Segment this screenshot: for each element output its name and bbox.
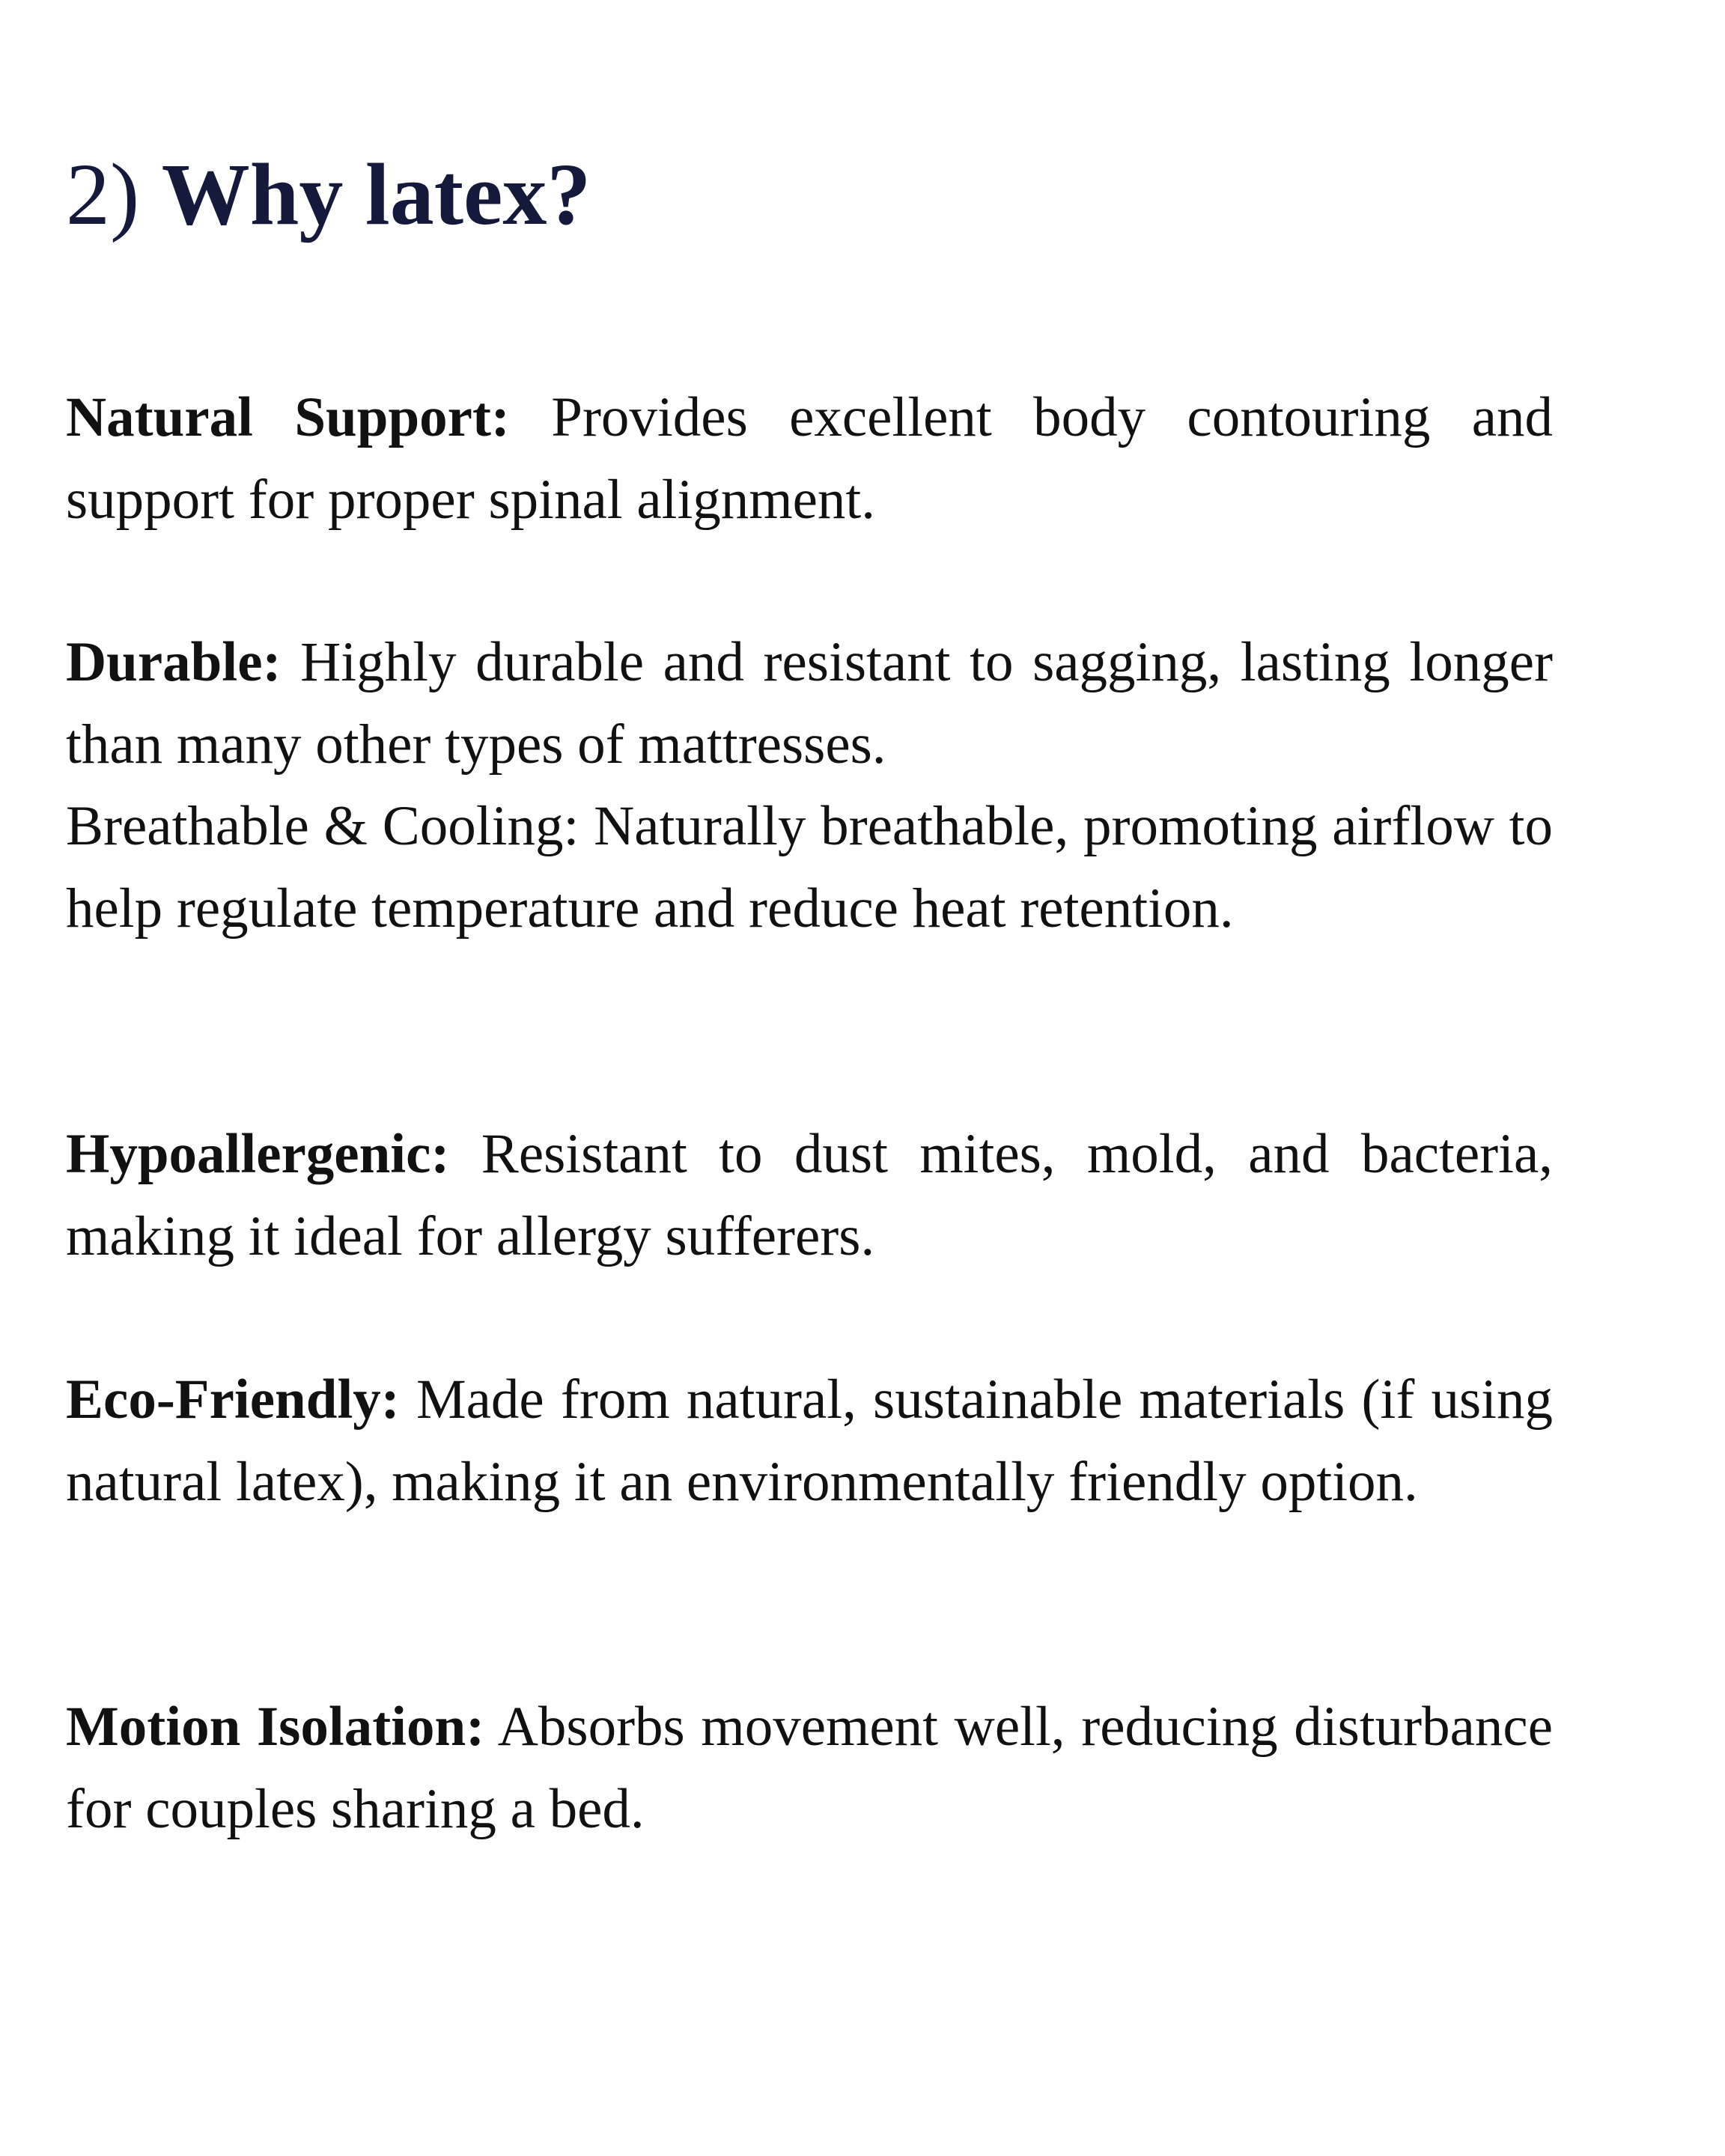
section-number: 2) <box>66 145 140 243</box>
eco-friendly-text: Made from natural, sustainable materials (if using natural latex), making it an environmentally friendly option. <box>66 1368 1553 1513</box>
paragraph-hypoallergenic <box>66 1113 1553 1278</box>
document-page <box>66 0 1553 2156</box>
natural-support-text: Provides excellent body contouring and support for proper spinal alignment. <box>66 386 1553 531</box>
durable-label: Durable: <box>66 631 282 693</box>
eco-friendly-label: Eco-Friendly: <box>66 1368 400 1431</box>
hypoallergenic-text: Resistant to dust mites, mold, and bacteria, making it ideal for allergy sufferers. <box>66 1123 1553 1267</box>
durable-text: Highly durable and resistant to sagging, lasting longer than many other types of mattresses. <box>66 631 1553 776</box>
paragraph-breathable-cooling <box>66 785 1553 950</box>
paragraph-durable <box>66 621 1553 786</box>
breathable-label: Breathable & Cooling: <box>66 795 579 857</box>
hypoallergenic-label: Hypoallergenic: <box>66 1123 450 1185</box>
section-title: Why latex? <box>161 145 591 243</box>
paragraph-eco-friendly <box>66 1359 1553 1523</box>
paragraph-natural-support <box>66 377 1553 541</box>
natural-support-label: Natural Support: <box>66 386 510 448</box>
breathable-text: Naturally breathable, promoting airflow to help regulate temperature and reduce heat retention. <box>66 795 1554 940</box>
motion-isolation-label: Motion Isolation: <box>66 1696 485 1758</box>
paragraph-motion-isolation <box>66 1686 1553 1851</box>
page-title <box>66 142 591 247</box>
motion-isolation-text: Absorbs movement well, reducing disturbance for couples sharing a bed. <box>66 1696 1553 1840</box>
